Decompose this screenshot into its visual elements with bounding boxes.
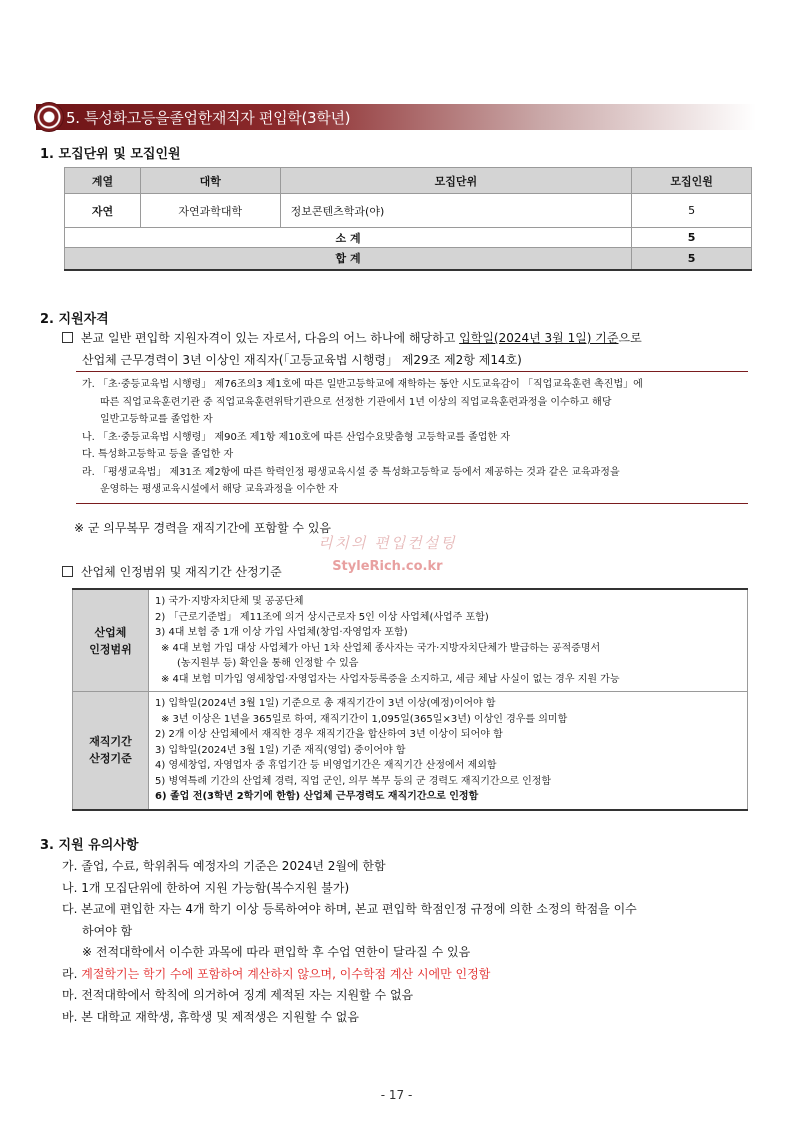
note-red-text: 계절학기는 학기 수에 포함하여 계산하지 않으며, 이수학점 계산 시에만 인정함 bbox=[81, 966, 491, 981]
cell-college: 자연과학대학 bbox=[140, 194, 280, 228]
note-item: 마. 전적대학에서 학칙에 의거하여 징계 제적된 자는 지원할 수 없음 bbox=[62, 988, 414, 1002]
section-title: 5. 특성화고등을졸업한재직자 편입학(3학년) bbox=[66, 108, 351, 127]
checkbox-icon bbox=[62, 332, 73, 343]
note-item-cont: 하여야 함 bbox=[82, 923, 133, 938]
period-line: 6) 졸업 전(3학년 2학기에 한함) 산업체 근무경력도 재직기간으로 인정함 bbox=[155, 791, 479, 802]
period-head-line2: 산정기준 bbox=[89, 752, 132, 766]
notes-list bbox=[62, 856, 762, 1028]
eligibility-intro bbox=[62, 327, 762, 371]
criteria-title bbox=[62, 561, 282, 583]
total-row bbox=[65, 248, 752, 270]
period-line: 2) 2개 이상 산업체에서 재직한 경우 재직기간을 합산하여 3년 이상이 되어야 함 bbox=[155, 729, 503, 740]
industry-line: ※ 4대 보험 미가입 영세창업·자영업자는 사업자등록증을 소지하고, 세금 체납 사실이 없는 경우 지원 가능 bbox=[161, 673, 620, 685]
cell-field: 자연 bbox=[65, 194, 141, 228]
header-college: 대학 bbox=[140, 168, 280, 194]
period-line: 3) 입학일(2024년 3월 1일) 기준 재직(영업) 중이어야 함 bbox=[155, 744, 406, 756]
industry-body bbox=[149, 589, 748, 692]
note-prefix: 라. bbox=[62, 966, 82, 981]
table-row bbox=[73, 589, 748, 692]
list-item: 다. 특성화고등학교 등을 졸업한 자 bbox=[82, 449, 234, 460]
criteria-title-text: 산업체 인정범위 및 재직기간 산정기준 bbox=[81, 565, 282, 579]
industry-line: 3) 4대 보험 중 1개 이상 가입 사업체(창업·자영업자 포함) bbox=[155, 627, 408, 638]
period-head-line1: 재직기간 bbox=[89, 735, 132, 749]
cell-count: 5 bbox=[632, 194, 752, 228]
header-unit: 모집단위 bbox=[280, 168, 631, 194]
criteria-table bbox=[72, 588, 748, 811]
section-banner bbox=[36, 104, 756, 130]
university-emblem-icon bbox=[34, 102, 64, 132]
period-line: 4) 영세창업, 자영업자 중 휴업기간 등 비영업기간은 재직기간 산정에서 제외함 bbox=[155, 760, 497, 771]
subtotal-value: 5 bbox=[632, 228, 752, 248]
total-label: 합 계 bbox=[65, 248, 632, 270]
period-head bbox=[73, 692, 149, 810]
table-row bbox=[65, 194, 752, 228]
watermark-line2: StyleRich.co.kr bbox=[332, 559, 443, 574]
list-item: 라. 「평생교육법」 제31조 제2항에 따른 학력인정 평생교육시설 중 특성화고등학교 등에서 제공하는 것과 같은 교육과정을 bbox=[82, 466, 620, 478]
list-item: 나. 「초·중등교육법 시행령」 제90조 제1항 제10호에 따른 산업수요맞춤형 고등학교를 졸업한 자 bbox=[82, 431, 511, 443]
industry-line: 1) 국가·지방자치단체 및 공공단체 bbox=[155, 596, 304, 607]
industry-line: (농지원부 등) 확인을 통해 인정할 수 있음 bbox=[177, 658, 359, 669]
list-item-cont: 일반고등학교를 졸업한 자 bbox=[100, 414, 213, 425]
period-line: 1) 입학일(2024년 3월 1일) 기준으로 총 재직기간이 3년 이상(예정)이어야 함 bbox=[155, 698, 496, 709]
industry-head-line2: 인정범위 bbox=[89, 642, 132, 656]
checkbox-icon bbox=[62, 566, 73, 577]
list-item: 가. 「초·중등교육법 시행령」 제76조의3 제1호에 따른 일반고등학교에 재학하는 동안 시도교육감이 「직업교육훈련 촉진법」에 bbox=[82, 379, 643, 390]
list-item-cont: 운영하는 평생교육시설에서 해당 교육과정을 이수한 자 bbox=[100, 484, 339, 495]
note-item: 다. 본교에 편입한 자는 4개 학기 이상 등록하여야 하며, 본교 편입학 학점인정 규정에 의한 소정의 학점을 이수 bbox=[62, 902, 637, 916]
recruitment-table bbox=[64, 167, 752, 271]
total-value: 5 bbox=[632, 248, 752, 270]
section-2-heading: 2. 지원자격 bbox=[40, 312, 109, 327]
eligibility-list bbox=[76, 371, 748, 504]
list-item-cont: 따른 직업교육훈련기관 중 직업교육훈련위탁기관으로 선정한 기관에서 1년 이상의 직업교육훈련과정을 이수하고 해당 bbox=[100, 396, 612, 408]
watermark-line1: 리치의 편입컨설팅 bbox=[318, 534, 457, 552]
industry-line: 2) 「근로기준법」 제11조에 의거 상시근로자 5인 이상 사업체(사업주 포함) bbox=[155, 611, 489, 623]
note-sub: ※ 전적대학에서 이수한 과목에 따라 편입학 후 수업 연한이 달라질 수 있음 bbox=[82, 945, 471, 959]
period-line: ※ 3년 이상은 1년을 365일로 하여, 재직기간이 1,095일(365일×3년) 이상인 경우를 의미함 bbox=[161, 713, 568, 725]
page-number: - 17 - bbox=[380, 1088, 413, 1102]
note-highlight-text bbox=[62, 967, 490, 981]
intro-text-underlined: 입학일(2024년 3월 1일) 기준 bbox=[459, 331, 619, 345]
industry-head-line1: 산업체 bbox=[94, 625, 127, 639]
military-note: ※ 군 의무복무 경력을 재직기간에 포함할 수 있음 bbox=[74, 521, 332, 535]
subtotal-label: 소 계 bbox=[65, 228, 632, 248]
intro-text-c: 으로 bbox=[618, 331, 642, 345]
period-line: 5) 병역특례 기간의 산업체 경력, 직업 군인, 의무 복무 등의 군 경력도 재직기간으로 인정함 bbox=[155, 775, 552, 787]
table-row bbox=[73, 692, 748, 810]
intro-text-line2: 산업체 근무경력이 3년 이상인 재직자(「고등교육법 시행령」 제29조 제2항 제14호) bbox=[82, 353, 522, 367]
intro-text-a: 본교 일반 편입학 지원자격이 있는 자로서, 다음의 어느 하나에 해당하고 bbox=[81, 331, 460, 345]
note-item: 바. 본 대학교 재학생, 휴학생 및 제적생은 지원할 수 없음 bbox=[62, 1009, 359, 1024]
header-count: 모집인원 bbox=[632, 168, 752, 194]
note-item-highlight bbox=[62, 964, 762, 986]
industry-head bbox=[73, 589, 149, 692]
note-item: 나. 1개 모집단위에 한하여 지원 가능함(복수지원 불가) bbox=[62, 880, 350, 895]
watermark bbox=[318, 532, 457, 574]
section-1-heading: 1. 모집단위 및 모집인원 bbox=[40, 147, 181, 162]
note-item: 가. 졸업, 수료, 학위취득 예정자의 기준은 2024년 2월에 한함 bbox=[62, 859, 386, 873]
industry-line: ※ 4대 보험 가입 대상 사업체가 아닌 1차 산업체 종사자는 국가·지방자치단체가 발급하는 공적증명서 bbox=[161, 642, 601, 654]
cell-unit: 정보콘텐츠학과(야) bbox=[280, 194, 631, 228]
table-header-row bbox=[65, 168, 752, 194]
section-3-heading: 3. 지원 유의사항 bbox=[40, 838, 139, 853]
period-body bbox=[149, 692, 748, 810]
header-field: 계열 bbox=[65, 168, 141, 194]
subtotal-row bbox=[65, 228, 752, 248]
